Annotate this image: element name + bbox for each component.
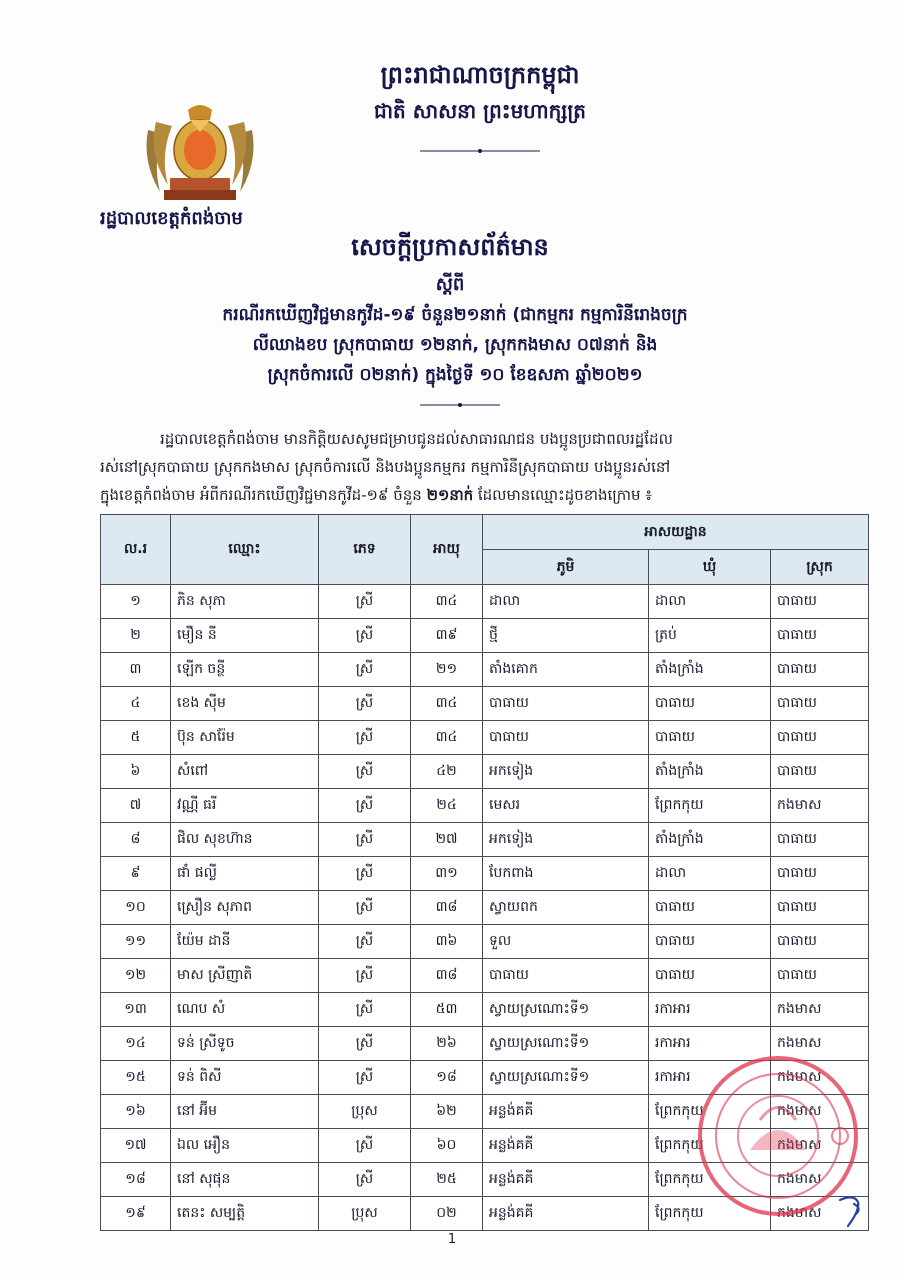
cell-sex: ស្រី: [319, 619, 411, 653]
cell-commune: រកាអារ: [649, 1027, 771, 1061]
cell-district: កងមាស: [771, 1095, 869, 1129]
cell-district: បាធាយ: [771, 959, 869, 993]
cell-name: សំពៅ: [171, 755, 319, 789]
cell-commune: តាំងក្រាំង: [649, 755, 771, 789]
header-district: ស្រុក: [771, 550, 869, 585]
cell-commune: ដាលា: [649, 857, 771, 891]
cell-district: បាធាយ: [771, 925, 869, 959]
cell-no: ១២: [101, 959, 171, 993]
cell-district: បាធាយ: [771, 619, 869, 653]
cell-name: មឿន នី: [171, 619, 319, 653]
cell-village: ស្វាយស្រណោះទី១: [483, 1027, 649, 1061]
cell-no: ១១: [101, 925, 171, 959]
issuing-authority: រដ្ឋបាលខេត្តកំពង់ចាម: [100, 208, 243, 229]
cell-age: ៣១: [411, 857, 483, 891]
cell-village: អន្លង់គគី: [483, 1197, 649, 1231]
table-row: [101, 959, 869, 993]
intro-paragraph: [100, 425, 830, 509]
header-age: អាយុ: [411, 515, 483, 585]
cell-district: កងមាស: [771, 1061, 869, 1095]
page-number: 1: [447, 1232, 457, 1247]
ornament-divider-bottom: [420, 400, 500, 410]
cell-age: ២៧: [411, 823, 483, 857]
cell-age: ៥៣: [411, 993, 483, 1027]
cell-village: ស្វាយពក: [483, 891, 649, 925]
header-commune: ឃុំ: [649, 550, 771, 585]
cell-sex: ស្រី: [319, 993, 411, 1027]
cell-commune: តាំងក្រាំង: [649, 653, 771, 687]
cell-sex: ស្រី: [319, 1027, 411, 1061]
cell-name: ទន់ ពិសី: [171, 1061, 319, 1095]
cell-no: ១០: [101, 891, 171, 925]
document-about-label: ស្ដីពី: [435, 274, 465, 295]
cell-sex: ស្រី: [319, 1129, 411, 1163]
cell-village: មេសរ: [483, 789, 649, 823]
cell-village: តាំងគោក: [483, 653, 649, 687]
cell-age: ៣៤: [411, 721, 483, 755]
cell-district: បាធាយ: [771, 687, 869, 721]
cell-name: យ៉ែម ដានី: [171, 925, 319, 959]
table-row: [101, 721, 869, 755]
cell-no: ៧: [101, 789, 171, 823]
cell-age: ១៨: [411, 1061, 483, 1095]
cell-no: ១៨: [101, 1163, 171, 1197]
cell-no: ៣: [101, 653, 171, 687]
cell-name: ស្រឿន សុភាព: [171, 891, 319, 925]
table-row: [101, 653, 869, 687]
case-count-emphasis: ២១នាក់: [426, 486, 474, 504]
cell-commune: បាធាយ: [649, 891, 771, 925]
table-row: [101, 789, 869, 823]
ornament-divider-top: [420, 146, 540, 156]
cell-district: បាធាយ: [771, 721, 869, 755]
header-address: អាសយដ្ឋាន: [483, 515, 869, 550]
intro-line-1: រដ្ឋបាលខេត្តកំពង់ចាម មានកិត្តិយសសូមជម្រាបជូនដល់សាធារណជន បងប្អូនប្រជាពលរដ្ឋដែល: [160, 430, 673, 448]
intro-line-3-start: ក្នុងខេត្តកំពង់ចាម អំពីករណីរកឃើញវិជ្ជមានកូវីដ-១៩ ចំនួន: [100, 486, 427, 504]
table-row: [101, 823, 869, 857]
cell-commune: ត្រប់: [649, 619, 771, 653]
handwritten-signature: [832, 1190, 872, 1230]
cell-district: កងមាស: [771, 1129, 869, 1163]
cell-village: អកទៀង: [483, 823, 649, 857]
cell-commune: តាំងក្រាំង: [649, 823, 771, 857]
cell-no: ១៦: [101, 1095, 171, 1129]
cell-district: កងមាស: [771, 1163, 869, 1197]
cell-no: ៩: [101, 857, 171, 891]
cell-commune: បាធាយ: [649, 687, 771, 721]
cell-sex: ស្រី: [319, 857, 411, 891]
cell-commune: ព្រែកកុយ: [649, 789, 771, 823]
cell-no: ៨: [101, 823, 171, 857]
cell-sex: ស្រី: [319, 891, 411, 925]
cell-name: តេនះ សម្បត្តិ: [171, 1197, 319, 1231]
cell-commune: ព្រែកកុយ: [649, 1163, 771, 1197]
cell-name: វណ្ណី ធរី: [171, 789, 319, 823]
cell-commune: ដាលា: [649, 585, 771, 619]
cell-no: ១: [101, 585, 171, 619]
cell-name: ឯល អឿន: [171, 1129, 319, 1163]
cell-village: ស្វាយស្រណោះទី១: [483, 1061, 649, 1095]
cell-name: នៅ អ៊ីម: [171, 1095, 319, 1129]
cell-village: ទួល: [483, 925, 649, 959]
cell-sex: ស្រី: [319, 755, 411, 789]
cell-sex: ប្រុស: [319, 1197, 411, 1231]
intro-line-2: រស់នៅស្រុកបាធាយ ស្រុកកងមាស ស្រុកចំការលើ និងបងប្អូនកម្មករ កម្មការិនីស្រុកបាធាយ បងប្អូនរស់នៅ: [100, 458, 671, 476]
cell-age: ០២: [411, 1197, 483, 1231]
cell-age: ២៤: [411, 789, 483, 823]
cell-name: នៅ សុផុន: [171, 1163, 319, 1197]
cell-no: ១៥: [101, 1061, 171, 1095]
cell-name: ទន់ ស្រីទូច: [171, 1027, 319, 1061]
cell-district: បាធាយ: [771, 857, 869, 891]
cell-village: បាធាយ: [483, 721, 649, 755]
cell-age: ២៦: [411, 1027, 483, 1061]
cell-no: ២: [101, 619, 171, 653]
cell-commune: ព្រែកកុយ: [649, 1129, 771, 1163]
cell-commune: បាធាយ: [649, 721, 771, 755]
cell-sex: ស្រី: [319, 653, 411, 687]
cell-name: ផិល សុខហ៊ាន: [171, 823, 319, 857]
cell-district: កងមាស: [771, 993, 869, 1027]
cell-age: ៣៤: [411, 585, 483, 619]
cell-name: ប៊ុន សារ៉ែម: [171, 721, 319, 755]
cell-no: ៥: [101, 721, 171, 755]
cell-district: បាធាយ: [771, 891, 869, 925]
kingdom-heading: ព្រះរាជាណាចក្រកម្ពុជា: [380, 61, 580, 89]
cell-no: ១៣: [101, 993, 171, 1027]
cell-age: ៣៨: [411, 959, 483, 993]
cell-sex: ប្រុស: [319, 1095, 411, 1129]
table-row: [101, 619, 869, 653]
cell-age: ៦២: [411, 1095, 483, 1129]
cell-sex: ស្រី: [319, 789, 411, 823]
cell-commune: រកាអារ: [649, 993, 771, 1027]
cell-name: ខេង ស៊ីម: [171, 687, 319, 721]
cell-age: ៣៦: [411, 925, 483, 959]
cell-no: ៤: [101, 687, 171, 721]
cell-age: ៤២: [411, 755, 483, 789]
subject-line-3: ស្រុកចំការលើ ០២នាក់) ក្នុងថ្ងៃទី ១០ ខែឧសភា ឆ្នាំ២០២១: [267, 365, 643, 385]
cell-no: ៦: [101, 755, 171, 789]
cell-district: កងមាស: [771, 789, 869, 823]
cell-sex: ស្រី: [319, 925, 411, 959]
table-row: [101, 857, 869, 891]
table-row: [101, 993, 869, 1027]
header-number: ល.រ: [101, 515, 171, 585]
header-sex: ភេទ: [319, 515, 411, 585]
cell-village: ដាលា: [483, 585, 649, 619]
cell-village: អន្លង់គគី: [483, 1095, 649, 1129]
national-motto: ជាតិ សាសនា ព្រះមហាក្សត្រ: [374, 99, 586, 123]
cell-age: ៣៨: [411, 891, 483, 925]
cell-village: បាធាយ: [483, 959, 649, 993]
cell-village: បាធាយ: [483, 687, 649, 721]
table-row: [101, 891, 869, 925]
cell-village: ថ្មី: [483, 619, 649, 653]
cell-sex: ស្រី: [319, 1163, 411, 1197]
cell-village: អន្លង់គគី: [483, 1129, 649, 1163]
table-row: [101, 585, 869, 619]
cell-commune: បាធាយ: [649, 925, 771, 959]
document-subject: [110, 300, 800, 390]
cell-no: ១៧: [101, 1129, 171, 1163]
cell-sex: ស្រី: [319, 585, 411, 619]
cell-name: ណេប សំ: [171, 993, 319, 1027]
cell-name: ឡើក ចន្ថី: [171, 653, 319, 687]
cell-no: ១៩: [101, 1197, 171, 1231]
table-row: [101, 755, 869, 789]
cell-sex: ស្រី: [319, 687, 411, 721]
intro-line-3-end: ដែលមានឈ្មោះដូចខាងក្រោម ៖: [473, 486, 652, 504]
cell-age: ២១: [411, 653, 483, 687]
cell-commune: ព្រែកកុយ: [649, 1197, 771, 1231]
cell-village: អកទៀង: [483, 755, 649, 789]
header-village: ភូមិ: [483, 550, 649, 585]
cell-village: បែកពាង: [483, 857, 649, 891]
cell-commune: រកាអារ: [649, 1061, 771, 1095]
cell-district: បាធាយ: [771, 653, 869, 687]
table-row: [101, 925, 869, 959]
cell-age: ២៥: [411, 1163, 483, 1197]
cell-district: បាធាយ: [771, 823, 869, 857]
cell-district: បាធាយ: [771, 755, 869, 789]
cell-commune: បាធាយ: [649, 959, 771, 993]
header-name: ឈ្មោះ: [171, 515, 319, 585]
cell-age: ៣៤: [411, 687, 483, 721]
subject-line-1: ករណីរកឃើញវិជ្ជមានកូវីដ-១៩ ចំនួន២១នាក់ (ជាកម្មករ កម្មការិនីរោងចក្រ: [222, 305, 688, 325]
document-title: សេចក្ដីប្រកាសព័ត៌មាន: [351, 233, 549, 261]
cell-sex: ស្រី: [319, 1061, 411, 1095]
cell-age: ៣៩: [411, 619, 483, 653]
cell-name: ភិន សុភា: [171, 585, 319, 619]
cell-no: ១៤: [101, 1027, 171, 1061]
cell-sex: ស្រី: [319, 721, 411, 755]
cell-name: មាស ស្រីញាតិ: [171, 959, 319, 993]
cell-village: ស្វាយស្រណោះទី១: [483, 993, 649, 1027]
table-row: [101, 687, 869, 721]
cell-village: អន្លង់គគី: [483, 1163, 649, 1197]
cell-commune: ព្រែកកុយ: [649, 1095, 771, 1129]
cell-district: បាធាយ: [771, 585, 869, 619]
royal-emblem-icon: [130, 100, 270, 210]
cell-sex: ស្រី: [319, 959, 411, 993]
cell-age: ៦០: [411, 1129, 483, 1163]
cell-district: កងមាស: [771, 1197, 869, 1231]
subject-line-2: លីឈាងខប ស្រុកបាធាយ ១២នាក់, ស្រុកកងមាស ០៧នាក់ និង: [252, 335, 658, 355]
intro-line-3: [100, 481, 830, 509]
cell-name: ផាំ ផល្លី: [171, 857, 319, 891]
cell-sex: ស្រី: [319, 823, 411, 857]
cell-district: កងមាស: [771, 1027, 869, 1061]
